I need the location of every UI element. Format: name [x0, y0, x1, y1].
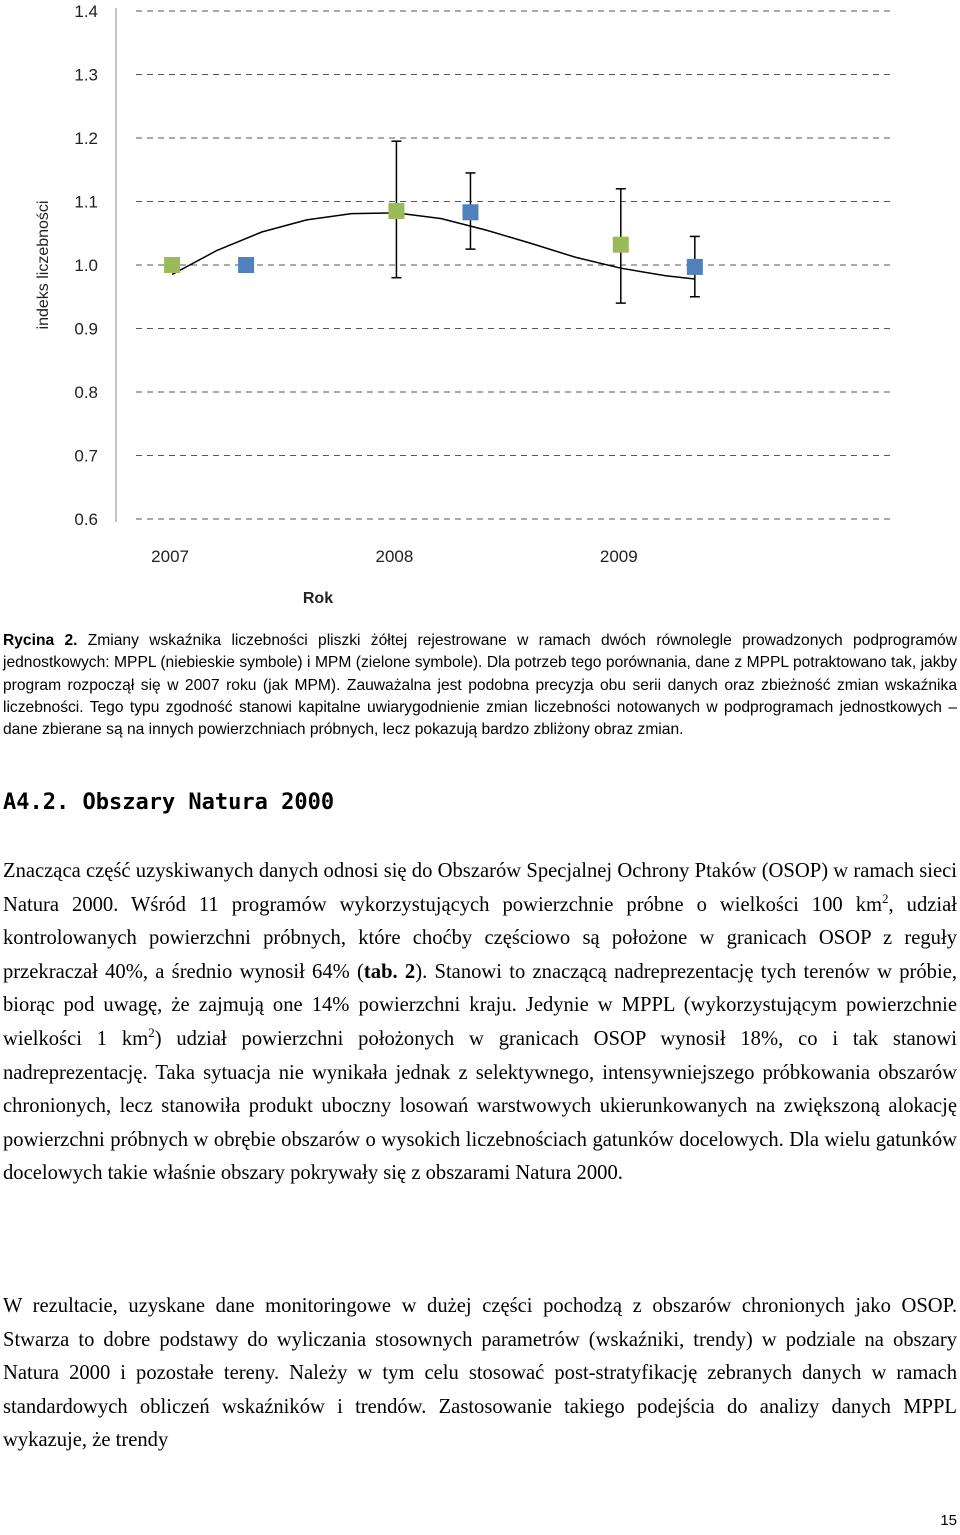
y-tick-label: 1.4: [74, 2, 98, 21]
index-chart: [0, 0, 960, 615]
error-bars: [391, 141, 699, 303]
para1-part4: ) udział powierzchni położonych w granicach OSOP wynosił 18%, co i tak stanowi nadreprezentację. Taka sytuacja nie wynikała jednak z selektywnego, intensywniejszego próbkowania obszarów chronionych, lecz stanowiła produkt uboczny losowań warstwowych ukierunkowanych na zwiększoną alokację powierzchni próbnych w obrębie obszarów o wysokich liczebnościach gatunków docelowych. Dla wielu gatunków docelowych takie właśnie obszary pokrywały się z obszarami Natura 2000.: [3, 1027, 957, 1185]
figure-caption: [3, 630, 957, 741]
superscript: 2: [148, 1025, 155, 1041]
section-title: A4.2. Obszary Natura 2000: [3, 790, 335, 815]
y-tick-label: 1.1: [74, 192, 98, 212]
y-tick-label: 1.2: [74, 129, 98, 148]
y-tick-label: 1.3: [74, 65, 98, 85]
x-axis-title: Rok: [302, 590, 334, 607]
data-point: [164, 257, 180, 273]
data-point: [687, 259, 703, 275]
page-number: 15: [940, 1512, 957, 1529]
y-axis-title: indeks liczebności: [35, 200, 52, 330]
y-tick-label: 0.9: [74, 319, 98, 339]
y-tick-label: 0.7: [74, 446, 98, 466]
x-tick-labels: [151, 547, 638, 566]
y-tick-labels: [74, 2, 98, 529]
y-tick-label: 0.8: [74, 383, 98, 402]
caption-text: Zmiany wskaźnika liczebności pliszki żółtej rejestrowane w ramach dwóch równolegle prowadzonych podprogramów jednostkowych: MPPL (niebieskie symbole) i MPM (zielone symbole). Dla potrzeb tego porównania, dane z MPPL potraktowano tak, jakby program rozpoczął się w 2007 roku (jak MPM). Zauważalna jest podobna precyzja obu serii danych oraz zbieżność zmian wskaźnika liczebności. Tego typu zgodność stanowi kapitalne uwiarygodnienie zmian liczebności notowanych w podprogramach jednostkowych – dane zbierane są na innych powierzchniach próbnych, lecz pokazują bardzo zbliżony obraz zmian.: [3, 632, 957, 739]
superscript: 2: [882, 890, 889, 906]
data-point: [238, 257, 254, 273]
para1-part1: Znacząca część uzyskiwanych danych odnosi się do Obszarów Specjalnej Ochrony Ptaków (OSOP) w ramach sieci Natura 2000. Wśród 11 programów wykorzystujących powierzchnie próbne o wielkości 100 km: [3, 860, 957, 916]
y-tick-label: 1.0: [74, 256, 98, 275]
caption-label: Rycina 2.: [3, 632, 78, 649]
x-tick-label: 2008: [375, 547, 414, 566]
x-tick-label: 2009: [599, 547, 638, 566]
para1-part3: ). Stanowi to znaczącą nadreprezentację tych terenów w próbie, biorąc pod uwagę, że zajmują one 14% powierzchni kraju. Jedynie w MPPL (wykorzystującym powierzchnie wielkości 1 km: [3, 960, 957, 1050]
para1-part2: , udział kontrolowanych powierzchni próbnych, które choćby częściowo są położone w granicach OSOP z reguły przekraczał 40%, a średnio wynosił 64% (: [3, 893, 957, 983]
table-reference: tab. 2: [363, 960, 416, 983]
paragraph-results: W rezultacie, uzyskane dane monitoringowe w dużej części pochodzą z obszarów chronionych jako OSOP. Stwarza to dobre podstawy do wyliczania stosownych parametrów (wskaźniki, trendy) w podziale na obszary Natura 2000 i pozostałe tereny. Należy w tym celu stosować post-stratyfikację zebranych danych w ramach standardowych obliczeń wskaźników i trendów. Zastosowanie takiego podejścia do analizy danych MPPL wykazuje, że trendy: [3, 1295, 957, 1452]
data-point: [613, 237, 629, 253]
y-tick-label: 0.6: [74, 510, 98, 529]
data-point: [388, 203, 404, 219]
data-point: [462, 204, 478, 220]
paragraph-natura: [3, 855, 957, 1191]
x-tick-label: 2007: [151, 547, 190, 566]
